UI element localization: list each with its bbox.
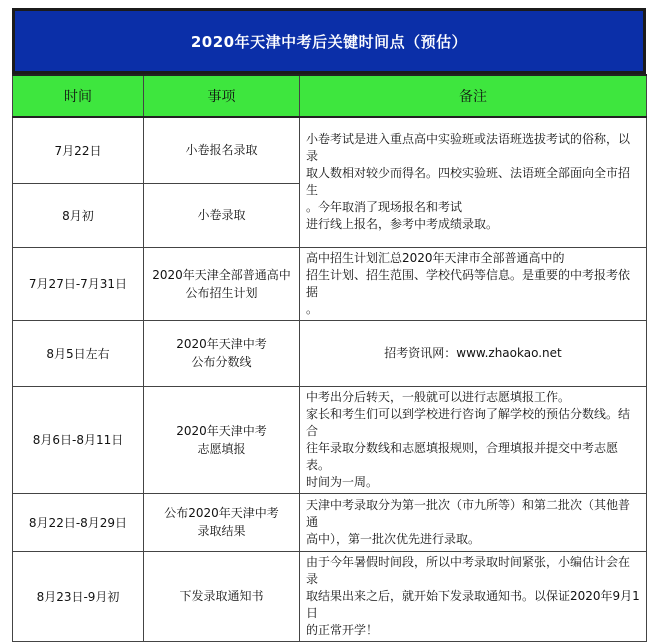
table-row (13, 117, 647, 183)
row-note (300, 247, 647, 320)
note-line: 天津中考录取分为第一批次（市九所等）和第二批次（其他普通 (306, 497, 631, 529)
row-note (300, 493, 647, 551)
row-event (144, 183, 300, 247)
row-event (144, 493, 300, 551)
row-time: 8月23日-9月初 (13, 551, 144, 641)
note-line: 家长和考生们可以到学校进行咨询了解学校的预估分数线。结合 (306, 406, 631, 438)
note-line: 。 (306, 301, 319, 316)
header-event: 事项 (144, 75, 300, 117)
row-note (300, 320, 647, 386)
event-line: 小卷报名录取 (185, 143, 258, 158)
row-event (144, 551, 300, 641)
row-event (144, 247, 300, 320)
note-line: 由于今年暑假时间段，所以中考录取时间紧张，小编估计会在录 (306, 554, 631, 586)
page-title: 2020年天津中考后关键时间点（预估） (190, 32, 468, 51)
schedule-table (12, 74, 647, 642)
header-time: 时间 (13, 75, 144, 117)
row-note (300, 117, 647, 247)
note-line: 。今年取消了现场报名和考试 (306, 200, 463, 215)
note-line: 的正常开学！ (306, 622, 379, 637)
note-line: 往年录取分数线和志愿填报规则，合理填报并提交中考志愿表。 (306, 440, 619, 472)
note-line: 时间为一周。 (306, 474, 379, 489)
row-time: 7月27日-7月31日 (13, 247, 144, 320)
table-row (13, 551, 647, 641)
table-row (13, 386, 647, 493)
table-row (13, 320, 647, 386)
event-line: 公布分数线 (191, 355, 252, 369)
event-line: 志愿填报 (197, 441, 246, 456)
event-line: 公布2020年天津中考 (164, 506, 279, 520)
event-line: 2020年天津中考 (176, 423, 267, 438)
row-event (144, 320, 300, 386)
note-line: 进行线上报名，参考中考成绩录取。 (306, 217, 499, 232)
header-note: 备注 (300, 75, 647, 117)
note-line: 取人数相对较少而得名。四校实验班、法语班全部面向全市招生 (306, 166, 631, 198)
row-note (300, 386, 647, 493)
row-event (144, 386, 300, 493)
table-row (13, 493, 647, 551)
row-event (144, 117, 300, 183)
note-line: 中考出分后转天，一般就可以进行志愿填报工作。 (306, 389, 571, 404)
title-bar (12, 8, 646, 74)
event-line: 小卷录取 (197, 208, 246, 222)
row-time: 8月6日-8月11日 (13, 386, 144, 493)
event-line: 2020年天津中考 (176, 337, 267, 351)
table-row (13, 247, 647, 320)
note-line: 招考资讯网：www.zhaokao.net (384, 345, 562, 360)
row-time: 8月初 (13, 183, 144, 247)
event-line: 下发录取通知书 (179, 589, 264, 603)
table-header-row (13, 75, 647, 117)
note-line: 高中），第一批次优先进行录取。 (306, 531, 481, 546)
event-line: 录取结果 (197, 524, 246, 538)
event-line: 公布招生计划 (185, 285, 258, 300)
row-time: 8月22日-8月29日 (13, 493, 144, 551)
note-line: 取结果出来之后，就开始下发录取通知书。以保证2020年9月1日 (306, 588, 640, 620)
row-time: 8月5日左右 (13, 320, 144, 386)
event-line: 2020年天津全部普通高中 (152, 267, 291, 282)
note-line: 招生计划、招生范围、学校代码等信息。是重要的中考报考依据 (306, 267, 631, 299)
note-line: 小卷考试是进入重点高中实验班或法语班选拔考试的俗称，以录 (306, 132, 631, 164)
note-line: 高中招生计划汇总2020年天津市全部普通高中的 (306, 250, 565, 265)
row-note (300, 551, 647, 641)
row-time: 7月22日 (13, 117, 144, 183)
